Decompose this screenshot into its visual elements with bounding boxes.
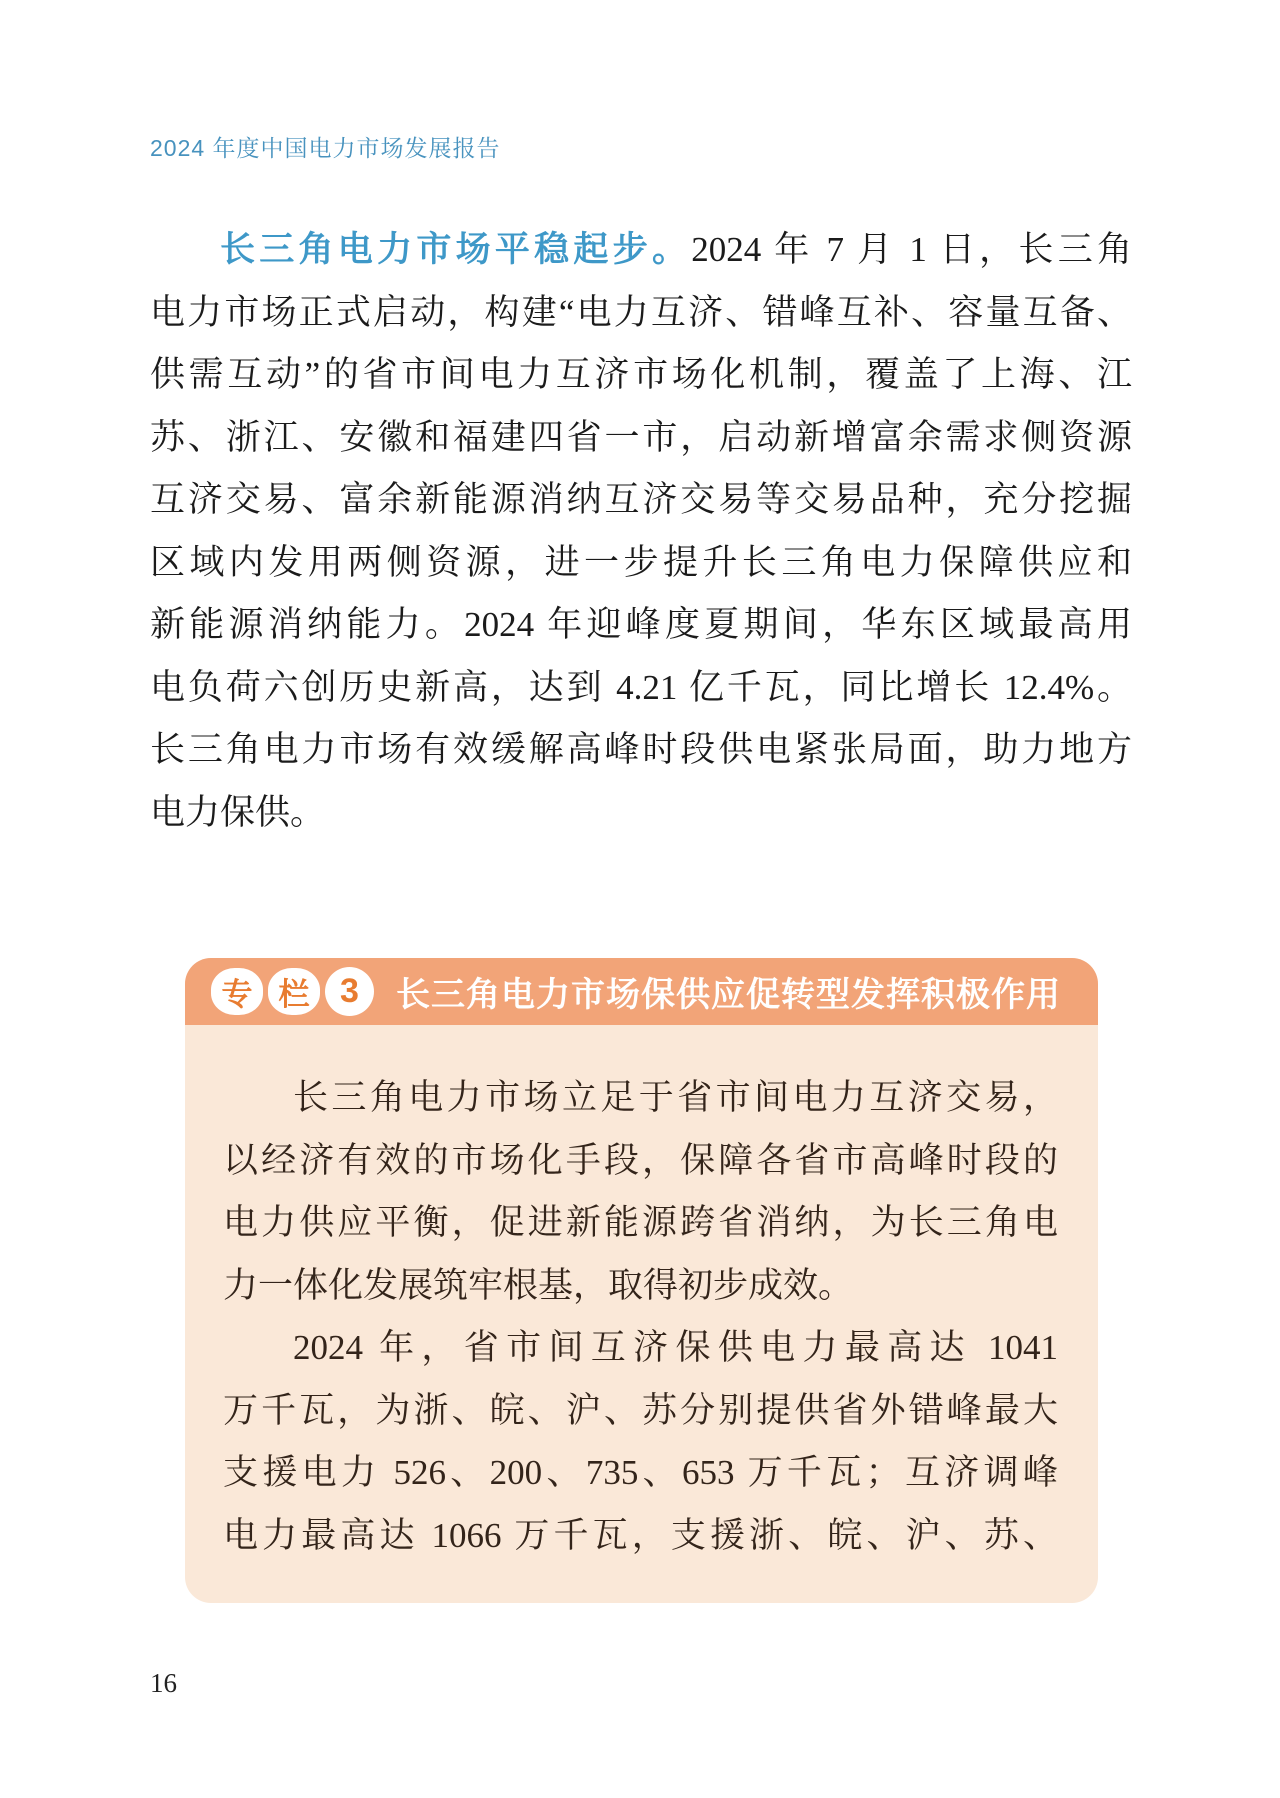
paragraph-line: 新能源消纳能力。2024 年迎峰度夏期间，华东区域最高用 [150, 605, 1132, 644]
paragraph-line: 苏、浙江、安徽和福建四省一市，启动新增富余需求侧资源 [150, 417, 1132, 457]
callout-line: 2024 年，省市间互济保供电力最高达 1041 [293, 1328, 1058, 1367]
callout-line: 长三角电力市场立足于省市间电力互济交易， [293, 1078, 1058, 1117]
paragraph-lead-heading: 长三角电力市场平稳起步。 [220, 230, 692, 269]
callout-line: 以经济有效的市场化手段，保障各省市高峰时段的 [223, 1140, 1058, 1180]
badge-char-zhuan: 专 [211, 968, 263, 1015]
paragraph-line: 区域内发用两侧资源，进一步提升长三角电力保障供应和 [150, 542, 1132, 582]
callout-header [185, 958, 1098, 1025]
paragraph-line: 电负荷六创历史新高，达到 4.21 亿千瓦，同比增长 12.4%。 [150, 667, 1132, 707]
callout-line: 电力最高达 1066 万千瓦，支援浙、皖、沪、苏、 [223, 1515, 1058, 1555]
paragraph-line: 供需互动”的省市间电力互济市场化机制，覆盖了上海、江 [150, 355, 1132, 394]
callout-body [185, 1025, 1098, 1567]
paragraph-line-text: 2024 年 7 月 1 日，长三角 [691, 230, 1132, 269]
callout-line: 万千瓦，为浙、皖、沪、苏分别提供省外错峰最大 [223, 1390, 1058, 1430]
callout-title: 长三角电力市场保供应促转型发挥积极作用 [396, 976, 1061, 1014]
paragraph-line: 电力市场正式启动，构建“电力互济、错峰互补、容量互备、 [150, 292, 1132, 332]
paragraph-line: 长三角电力市场有效缓解高峰时段供电紧张局面，助力地方 [150, 730, 1132, 769]
main-paragraph [150, 219, 1132, 844]
badge-char-lan: 栏 [268, 968, 320, 1015]
paragraph-line: 互济交易、富余新能源消纳互济交易等交易品种，充分挖掘 [150, 480, 1132, 519]
paragraph-line [150, 219, 1132, 282]
running-header: 2024 年度中国电力市场发展报告 [150, 135, 501, 161]
callout-line: 力一体化发展筑牢根基，取得初步成效。 [223, 1265, 854, 1305]
badge-number: 3 [325, 967, 374, 1016]
callout-box [185, 958, 1098, 1603]
callout-badge [211, 967, 374, 1016]
paragraph-line: 电力保供。 [150, 792, 326, 832]
page-number: 16 [150, 1668, 177, 1698]
callout-line: 支援电力 526、200、735、653 万千瓦；互济调峰 [223, 1453, 1058, 1492]
callout-line: 电力供应平衡，促进新能源跨省消纳，为长三角电 [223, 1203, 1058, 1242]
